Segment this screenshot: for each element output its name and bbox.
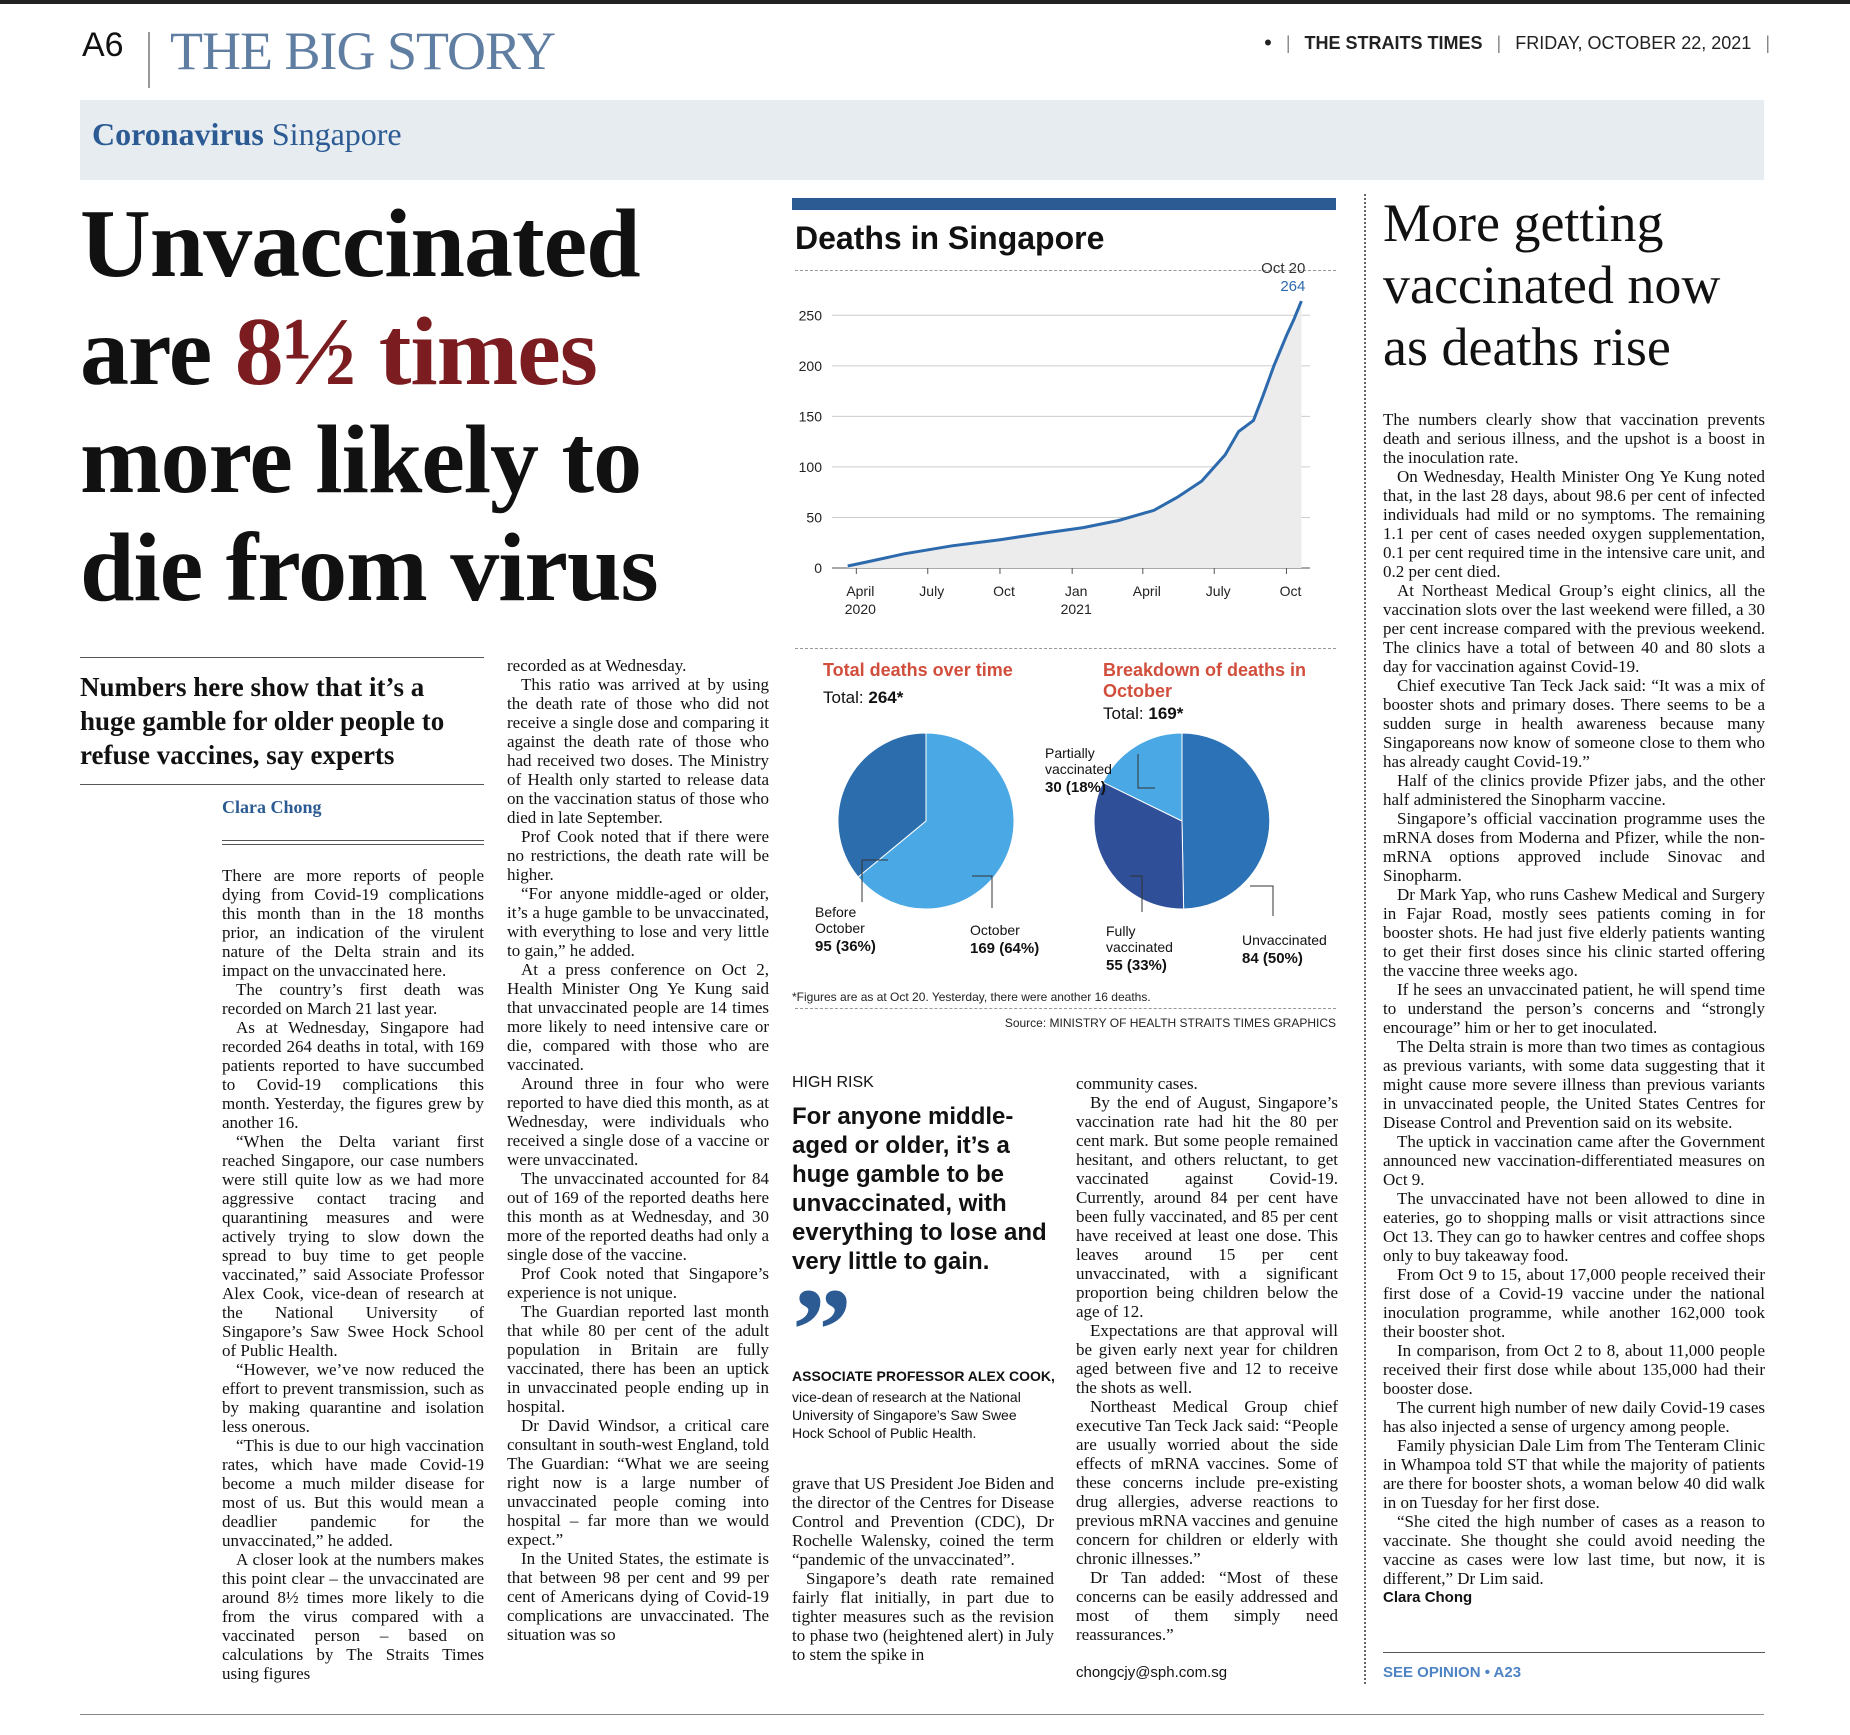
col2-para: recorded as at Wednesday. (507, 656, 687, 675)
col2-para: The Guardian reported last month that while 80 per cent of the adult population in Britain are fully vaccinated, there has been an uptick in unvaccinated people ending up in hospital. (507, 1302, 769, 1416)
col3-para: Singapore’s death rate remained fairly flat initially, in part due to tighter measures such as the revision to phase two (heightened alert) in July to stem the spike in (792, 1569, 1054, 1664)
col2-para: Prof Cook noted that if there were no restrictions, the death rate will be higher. (507, 827, 769, 884)
quote-attribution-name: ASSOCIATE PROFESSOR ALEX COOK, (792, 1368, 1055, 1384)
section-rest: Singapore (271, 116, 402, 152)
body-column-4 (1076, 1074, 1338, 1644)
pie1-october-label: October (970, 922, 1020, 938)
side-para: From Oct 9 to 15, about 17,000 people received their first dose of a Covid-19 vaccine under the national inoculation programme, while another 162,000 took their booster shot. (1383, 1265, 1765, 1341)
pie2-unvax-value: 84 (50%) (1242, 950, 1303, 967)
side-para: Dr Mark Yap, who runs Cashew Medical and Surgery in Fajar Road, mostly sees patients coming in for booster shots. He had just five elderly patients wanting to get their first doses since his clinic started offering the vaccine three weeks ago. (1383, 885, 1765, 980)
pie2-total-value: 169* (1148, 704, 1184, 723)
body-column-2 (507, 656, 769, 1644)
col3-para: grave that US President Joe Biden and the director of the Centres for Disease Control and Prevention (CDC), Dr Rochelle Walensky, coined the term “pandemic of the unvaccinated”. (792, 1474, 1054, 1569)
y-tick-label: 250 (798, 307, 822, 324)
pie2-unvax-leader (1250, 886, 1273, 916)
side-para: At Northeast Medical Group’s eight clinics, all the vaccination slots over the last weekend were filled, a 30 per cent increase compared with the previous weekend. The clinics have a total of between 40 and 80 slots a day for vaccination against Covid-19. (1383, 581, 1765, 676)
section-title: THE BIG STORY (170, 21, 556, 81)
issue-date: FRIDAY, OCTOBER 22, 2021 (1515, 32, 1752, 53)
pull-quote: For anyone middle-aged or older, it’s a huge gamble to be unvaccinated, with everything to lose and very little to gain. (792, 1103, 1047, 1275)
deck-rule-bottom (80, 784, 484, 785)
col4-para: community cases. (1076, 1074, 1198, 1093)
paper-name: THE STRAITS TIMES (1304, 32, 1483, 53)
masthead-pipe: | (1285, 32, 1291, 53)
masthead-pipe-3: | (1765, 32, 1770, 53)
col4-para: Expectations are that approval will be given early next year for children aged between five and 12 to receive the shots as well. (1076, 1321, 1338, 1397)
chart-top-bar (792, 198, 1336, 210)
pie2-fully-label-1: Fully (1106, 923, 1136, 939)
pie1-total (823, 688, 903, 708)
side-para: The numbers clearly show that vaccination prevents death and serious illness, and the upshot is a boost in the inoculation rate. (1383, 410, 1765, 467)
col4-para: Dr Tan added: “Most of these concerns can be easily addressed and most of them simply need reassurances.” (1076, 1568, 1338, 1644)
pie1-before-value: 95 (36%) (815, 938, 876, 955)
pie1-total-label: Total: (823, 688, 864, 707)
side-para: Half of the clinics provide Pfizer jabs, and the other half administered the Sinopharm vaccine. (1383, 771, 1765, 809)
col1-para: “When the Delta variant first reached Singapore, our case numbers were still quite low as we had more aggressive contact tracing and quarantining measures and were actively trying to slow down the spread to buy time to get people vaccinated,” said Associate Professor Alex Cook, vice-dean of research at the National University of Singapore’s Saw Swee Hock School of Public Health. (222, 1132, 484, 1360)
side-bottom-rule (1383, 1652, 1765, 1653)
y-tick-label: 100 (798, 458, 822, 475)
headline-line-2 (80, 298, 700, 406)
chart-title: Deaths in Singapore (795, 220, 1105, 256)
chart-title-dash (795, 270, 1336, 271)
headline-line-1: Unvaccinated (80, 190, 640, 298)
col2-para: In the United States, the estimate is that between 98 per cent and 99 per cent of Americans dying of Covid-19 complications are unvaccinated. The situation was so (507, 1549, 769, 1644)
top-rule (0, 0, 1850, 4)
x-tick-label: Jan (1064, 583, 1088, 599)
pie2-partial-label-2: vaccinated (1045, 761, 1112, 777)
masthead-dot: • (1264, 30, 1272, 55)
pie2-fully-value: 55 (33%) (1106, 957, 1167, 974)
col2-para: Dr David Windsor, a critical care consultant in south-west England, told The Guardian: “What we are seeing right now is a large number of unvaccinated people coming into hospital – far more than we would expect.” (507, 1416, 769, 1549)
x-tick-label: July (1205, 583, 1231, 599)
col2-para: At a press conference on Oct 2, Health Minister Ong Ye Kung said that unvaccinated people are 14 times more likely to need intensive care or die, compared with those who are vaccinated. (507, 960, 769, 1074)
side-para: “She cited the high number of cases as a reason to vaccinate. She thought she could avoid needing the vaccine as cases were low last time, but now, it is different,” Dr Lim said. (1383, 1512, 1765, 1588)
annotation-date-label: Oct 20 (1261, 260, 1306, 278)
masthead-pipe-2: | (1496, 32, 1502, 53)
side-para: Chief executive Tan Teck Jack said: “It was a mix of booster shots and primary doses. There seems to be a sudden surge in health awareness because many Singaporeans now know of someone close to them who has already caught Covid-19.” (1383, 676, 1765, 771)
pie2-total (1103, 704, 1183, 724)
chart-bottom-dash (795, 1008, 1336, 1009)
deaths-line-chart (790, 260, 1340, 640)
deck-rule-top (80, 657, 484, 658)
side-para: If he sees an unvaccinated patient, he will spend time to understand the person’s concerns and “strongly encourage” him or her to get inoculated. (1383, 980, 1765, 1037)
side-para: In comparison, from Oct 2 to 8, about 11,000 people received their first dose while about 135,000 had their booster dose. (1383, 1341, 1765, 1398)
pie2-total-label: Total: (1103, 704, 1144, 723)
col2-para: Prof Cook noted that Singapore’s experience is not unique. (507, 1264, 769, 1302)
col1-para: A closer look at the numbers makes this point clear – the unvaccinated are around 8½ times more likely to die from the virus compared with a vaccinated person – based on calculations by The Straits Times using figures (222, 1550, 484, 1683)
side-para: The current high number of new daily Covid-19 cases has also injected a sense of urgency among people. (1383, 1398, 1765, 1436)
col4-para: By the end of August, Singapore’s vaccination rate had hit the 80 per cent mark. But some people remained hesitant, and others reluctant, to get vaccinated against Covid-19. Currently, around 84 per cent have been fully vaccinated, and 85 per cent have received at least one dose. This leaves around 15 per cent unvaccinated, with a significant proportion being children below the age of 12. (1076, 1093, 1338, 1321)
body-column-1 (222, 866, 484, 1683)
side-para: The unvaccinated have not been allowed to dine in eateries, go to shopping malls or visit attractions since Oct 13. They can go to hawker centres and coffee shops only to buy takeaway food. (1383, 1189, 1765, 1265)
side-para: Singapore’s official vaccination programme uses the mRNA doses from Moderna and Pfizer, while the non-mRNA options approved include Sinovac and Sinopharm. (1383, 809, 1765, 885)
byline: Clara Chong (222, 797, 322, 817)
side-para: On Wednesday, Health Minister Ong Ye Kung noted that, in the last 28 days, about 98.6 per cent of infected individuals had mild or no symptoms. The remaining 1.1 per cent of cases needed oxygen supplementation, 0.1 per cent required time in the intensive care unit, and 0.2 per cent died. (1383, 467, 1765, 581)
pie2-partial-label-1: Partially (1045, 745, 1095, 761)
page-bottom-rule (80, 1714, 1764, 1715)
side-para: The uptick in vaccination came after the Government announced new vaccination-differentiated measures on Oct 9. (1383, 1132, 1765, 1189)
pie2-fully-label-2: vaccinated (1106, 939, 1173, 955)
section-label (92, 116, 402, 153)
byline-rule (222, 840, 484, 841)
chart-footnote: *Figures are as at Oct 20. Yesterday, there were another 16 deaths. (792, 990, 1151, 1004)
byline-rule-2 (222, 844, 484, 845)
deck: Numbers here show that it’s a huge gamble for older people to refuse vaccines, say experts (80, 672, 445, 770)
x-tick-label: Oct (1279, 583, 1302, 599)
col1-para: As at Wednesday, Singapore had recorded 264 deaths in total, with 169 patients reported to have succumbed to Covid-19 complications this month. Yesterday, the figures grew by another 16. (222, 1018, 484, 1132)
x-tick-label: 2021 (1060, 601, 1092, 617)
y-tick-label: 150 (798, 408, 822, 425)
pie1-total-value: 264* (868, 688, 904, 707)
quote-attribution-role: vice-dean of research at the National University of Singapore’s Saw Swee Hock School of Public Health. (792, 1389, 1021, 1441)
headline-line-3: more likely to (80, 406, 642, 514)
pie2-unvax-label: Unvaccinated (1242, 932, 1327, 948)
pie-slice-unvaccinated (1182, 733, 1270, 909)
quote-mark-icon: ” (792, 1263, 852, 1396)
col4-para: Northeast Medical Group chief executive Tan Teck Jack said: “People are usually worried about the side effects of mRNA vaccines. Some of these concerns include pre-existing drug allergies, adverse reactions to previous mRNA vaccines and genuine concern for children or elderly with chronic illnesses.” (1076, 1397, 1338, 1568)
body-column-3 (792, 1474, 1054, 1664)
pie1-before-label-1: Before (815, 904, 857, 920)
section-strong: Coronavirus (92, 116, 264, 152)
col1-para: The country’s first death was recorded on March 21 last year. (222, 980, 484, 1018)
pie1-before-label-2: October (815, 920, 865, 936)
side-para: The Delta strain is more than two times as contagious as previous variants, with some data suggesting that it might cause more severe illness than previous variants in unvaccinated people, the United States Centres for Disease Control and Prevention said on its website. (1383, 1037, 1765, 1132)
pie2-title: Breakdown of deaths in October (1103, 660, 1307, 701)
x-tick-label: April (1132, 583, 1161, 599)
col2-para: Around three in four who were reported to have died this month, as at Wednesday, were individuals who received a single dose of a vaccine or were unvaccinated. (507, 1074, 769, 1169)
col1-para: “However, we’ve now reduced the effort to prevent transmission, such as by making quarantine and isolation less onerous. (222, 1360, 484, 1436)
pie1-title: Total deaths over time (823, 660, 1013, 680)
side-headline: More getting vaccinated now as deaths rise (1383, 193, 1721, 377)
pie2-partial-value: 30 (18%) (1045, 779, 1106, 796)
section-band (80, 100, 1764, 180)
annotation-value-label: 264 (1280, 278, 1306, 296)
chart-source: Source: MINISTRY OF HEALTH STRAITS TIMES GRAPHICS (1004, 1016, 1336, 1030)
col1-para: There are more reports of people dying from Covid-19 complications this month than in the 18 months prior, an indication of the virulent nature of the Delta strain and its impact on the unvaccinated here. (222, 866, 484, 980)
pie1-october-value: 169 (64%) (970, 940, 1040, 957)
column-divider (1364, 194, 1366, 1684)
author-email[interactable]: chongcjy@sph.com.sg (1076, 1664, 1228, 1681)
masthead-divider (148, 32, 150, 88)
y-tick-label: 0 (814, 560, 822, 576)
headline-line-4: die from virus (80, 514, 658, 622)
side-signoff: Clara Chong (1383, 1589, 1473, 1606)
x-tick-label: April (846, 583, 875, 599)
side-para: Family physician Dale Lim from The Tenteram Clinic in Whampoa told ST that while the majority of patients are there for booster shots, a woman below 40 did walk in on Tuesday for her first dose. (1383, 1436, 1765, 1512)
x-tick-label: July (919, 583, 945, 599)
see-opinion-link[interactable]: SEE OPINION • A23 (1383, 1664, 1522, 1681)
col2-para: The unvaccinated accounted for 84 out of 169 of the reported deaths here this month as at Wednesday, and 30 more of the reported deaths had only a single dose of the vaccine. (507, 1169, 769, 1264)
col2-para: “For anyone middle-aged or older, it’s a huge gamble to be unvaccinated, with everything to lose and very little to gain,” he added. (507, 884, 769, 960)
y-tick-label: 200 (798, 357, 822, 374)
pie-charts (790, 730, 1340, 980)
headline-line-2-start: are (80, 298, 235, 406)
col2-para: This ratio was arrived at by using the death rate of those who did not receive a single dose and comparing it against the death rate of those who had received two doses. The Ministry of Health only started to release data on the vaccination status of those who died in late September. (507, 675, 769, 827)
side-story-body (1383, 410, 1765, 1607)
y-tick-label: 50 (806, 509, 822, 526)
masthead-right (1264, 30, 1770, 56)
col1-para: “This is due to our high vaccination rates, which have made Covid-19 become a much milder disease for most of us. But this would mean a deadlier pandemic for the unvaccinated,” he added. (222, 1436, 484, 1550)
quote-kicker: HIGH RISK (792, 1074, 874, 1091)
x-tick-label: Oct (993, 583, 1015, 599)
main-headline (80, 190, 700, 622)
x-tick-label: 2020 (844, 601, 876, 617)
headline-highlight: 8½ times (234, 298, 597, 406)
page-number: A6 (82, 26, 124, 64)
chart-mid-dash (795, 648, 1336, 649)
